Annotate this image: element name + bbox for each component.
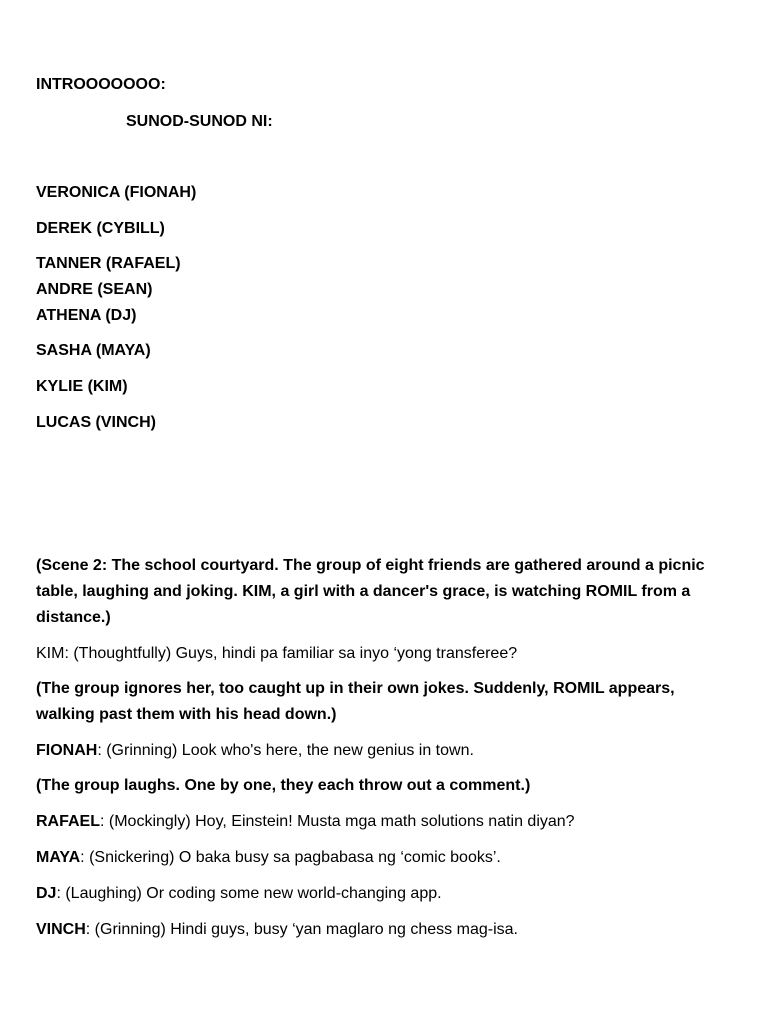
speaker-name: FIONAH	[36, 742, 98, 759]
dialogue-text: : (Grinning) Look who's here, the new genius in town.	[97, 742, 474, 759]
dialogue-kim: KIM: (Thoughtfully) Guys, hindi pa familiar sa inyo ‘yong transferee?	[36, 645, 518, 662]
speaker-name: VINCH	[36, 921, 86, 938]
scene-direction: (Scene 2: The school courtyard. The group of eight friends are gathered around a picnic table, laughing and joking. KIM, a girl with a dancer's grace, is watching ROMIL from a distance.)	[36, 557, 705, 626]
cast-item: SASHA (MAYA)	[36, 342, 151, 359]
dialogue-text: : (Laughing) Or coding some new world-changing app.	[56, 885, 442, 902]
cast-item: ATHENA (DJ)	[36, 307, 137, 324]
speaker-name: MAYA	[36, 849, 81, 866]
sunod-subtitle: SUNOD-SUNOD NI:	[126, 113, 273, 130]
cast-item: DEREK (CYBILL)	[36, 220, 165, 237]
dialogue-vinch	[36, 917, 518, 943]
cast-item: KYLIE (KIM)	[36, 378, 128, 395]
dialogue-rafael	[36, 809, 575, 835]
dialogue-text: : (Mockingly) Hoy, Einstein! Musta mga math solutions natin diyan?	[100, 813, 575, 830]
dialogue-fionah	[36, 738, 474, 764]
stage-direction: (The group laughs. One by one, they each throw out a comment.)	[36, 777, 531, 794]
cast-item: VERONICA (FIONAH)	[36, 184, 197, 201]
dialogue-maya	[36, 845, 501, 871]
intro-heading: INTROOOOOOO:	[36, 76, 166, 93]
speaker-name: DJ	[36, 885, 57, 902]
stage-direction: (The group ignores her, too caught up in their own jokes. Suddenly, ROMIL appears, walking past them with his head down.)	[36, 680, 675, 723]
cast-item: LUCAS (VINCH)	[36, 414, 156, 431]
cast-item: TANNER (RAFAEL)	[36, 255, 181, 272]
dialogue-text: : (Snickering) O baka busy sa pagbabasa ng ‘comic books’.	[80, 849, 501, 866]
cast-item: ANDRE (SEAN)	[36, 281, 153, 298]
dialogue-text: : (Grinning) Hindi guys, busy ‘yan maglaro ng chess mag-isa.	[85, 921, 518, 938]
dialogue-dj	[36, 881, 442, 907]
speaker-name: RAFAEL	[36, 813, 100, 830]
